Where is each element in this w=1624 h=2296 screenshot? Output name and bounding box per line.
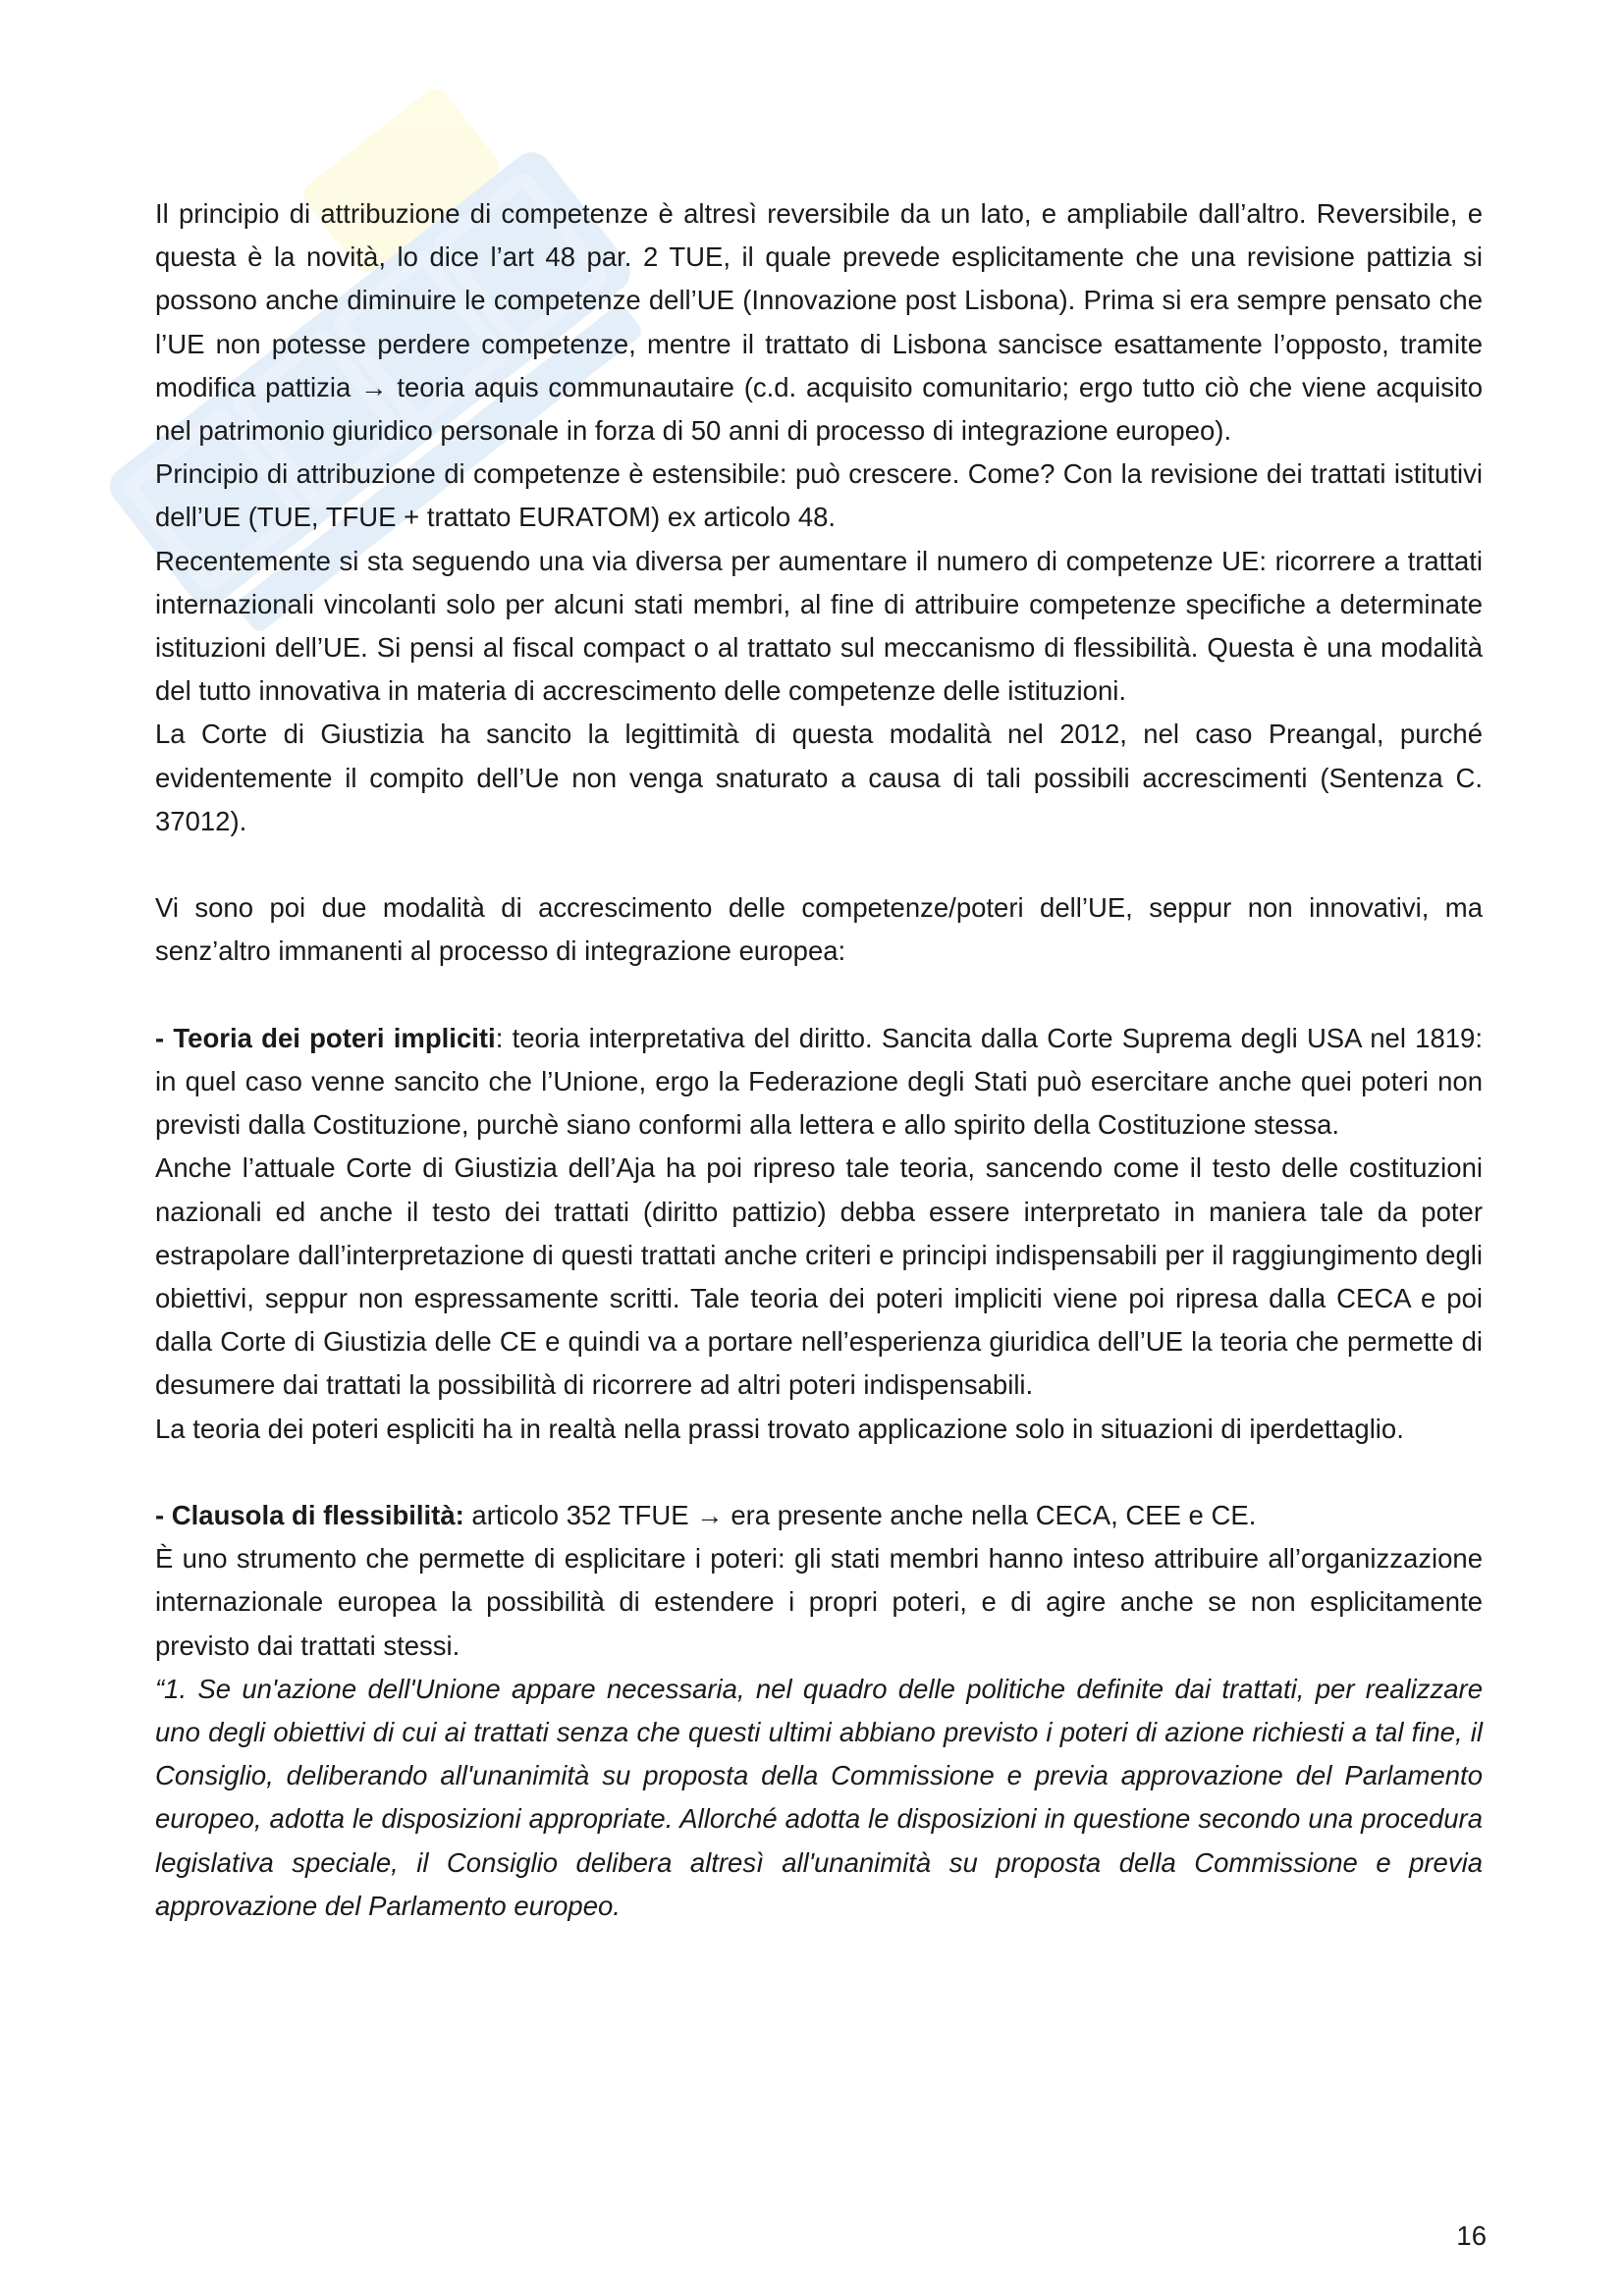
paragraph-extensibility: Principio di attribuzione di competenze è estensibile: può crescere. Come? Con la revisione dei trattati istitutivi dell’UE (TUE, TFUE + trattato EURATOM) ex articolo 48. (155, 458, 1483, 533)
document-body (155, 192, 1483, 1928)
implied-powers-text: : teoria interpretativa del diritto. Sancita dalla Corte Suprema degli USA nel 1819: in quel caso venne sancito che l’Unione, ergo la Federazione degli Stati può esercitare anche quei poteri non previsti dalla Costituzione, purchè siano conformi alla lettera e allo spirito della Costituzione stessa. (155, 1022, 1483, 1141)
article-352-quote: “1. Se un'azione dell'Unione appare necessaria, nel quadro delle politiche definite dai trattati, per realizzare uno degli obiettivi di cui ai trattati senza che questi ultimi abbiano previsto i poteri di azione richiesti a tal fine, il Consiglio, deliberando all'unanimità su proposta della Commissione e previa approvazione del Parlamento europeo, adotta le disposizioni appropriate. Allorché adotta le disposizioni in questione secondo una procedura legislativa speciale, il Consiglio delibera altresì all'unanimità su proposta della Commissione e previa approvazione del Parlamento europeo. (155, 1673, 1483, 1921)
paragraph-international-treaties: Recentemente si sta seguendo una via diversa per aumentare il numero di competenze UE: ricorrere a trattati internazionali vincolanti solo per alcuni stati membri, al fine di attribuire competenze specifiche a determinate istituzioni dell’UE. Si pensi al fiscal compact o al trattato sul meccanismo di flessibilità. Questa è una modalità del tutto innovativa in materia di accrescimento delle competenze delle istituzioni. (155, 545, 1483, 707)
section-flexibility-clause (155, 1494, 1483, 1537)
paragraph-gap (155, 1451, 1483, 1494)
section-implied-powers (155, 1017, 1483, 1148)
flexibility-clause-text: articolo 352 TFUE → era presente anche nella CECA, CEE e CE. (463, 1500, 1257, 1531)
paragraph-gap (155, 974, 1483, 1017)
paragraph-explicit-powers: La teoria dei poteri espliciti ha in realtà nella prassi trovato applicazione solo in situazioni di iperdettaglio. (155, 1413, 1404, 1444)
paragraph-court-aja: Anche l’attuale Corte di Giustizia dell’Aja ha poi ripreso tale teoria, sancendo come il testo delle costituzioni nazionali ed anche il testo dei trattati (diritto pattizio) debba essere interpretato in maniera tale da poter estrapolare dall’interpretazione di questi trattati anche criteri e principi indispensabili per il raggiungimento degli obiettivi, seppur non espressamente scritti. Tale teoria dei poteri impliciti viene poi ripresa dalla CECA e poi dalla Corte di Giustizia delle CE e quindi va a portare nell’esperienza giuridica dell’UE la teoria che permette di desumere dai trattati la possibilità di ricorrere ad altri poteri indispensabili. (155, 1152, 1483, 1401)
page-number: 16 (1456, 2220, 1487, 2251)
paragraph-court-ruling: La Corte di Giustizia ha sancito la legittimità di questa modalità nel 2012, nel caso Preangal, purché evidentemente il compito dell’Ue non venga snaturato a causa di tali possibili accrescimenti (Sentenza C. 37012). (155, 719, 1483, 836)
paragraph-flexibility-tool: È uno strumento che permette di esplicitare i poteri: gli stati membri hanno inteso attribuire all’organizzazione internazionale europea la possibilità di estendere i propri poteri, e di agire anche se non esplicitamente previsto dai trattati stessi. (155, 1543, 1483, 1661)
implied-powers-heading: - Teoria dei poteri impliciti (155, 1022, 496, 1053)
paragraph-two-modalities: Vi sono poi due modalità di accrescimento delle competenze/poteri dell’UE, seppur non innovativi, ma senz’altro immanenti al processo di integrazione europea: (155, 892, 1483, 967)
paragraph-reversibility: Il principio di attribuzione di competenze è altresì reversibile da un lato, e ampliabile dall’altro. Reversibile, e questa è la novità, lo dice l’art 48 par. 2 TUE, il quale prevede esplicitamente che una revisione pattizia si possono anche diminuire le competenze dell’UE (Innovazione post Lisbona). Prima si era sempre pensato che l’UE non potesse perdere competenze, mentre il trattato di Lisbona sancisce esattamente l’opposto, tramite modifica pattizia → teoria aquis communautaire (c.d. acquisito comunitario; ergo tutto ciò che viene acquisito nel patrimonio giuridico personale in forza di 50 anni di processo di integrazione europeo). (155, 198, 1483, 447)
paragraph-gap (155, 843, 1483, 886)
flexibility-clause-heading: - Clausola di flessibilità: (155, 1500, 464, 1531)
